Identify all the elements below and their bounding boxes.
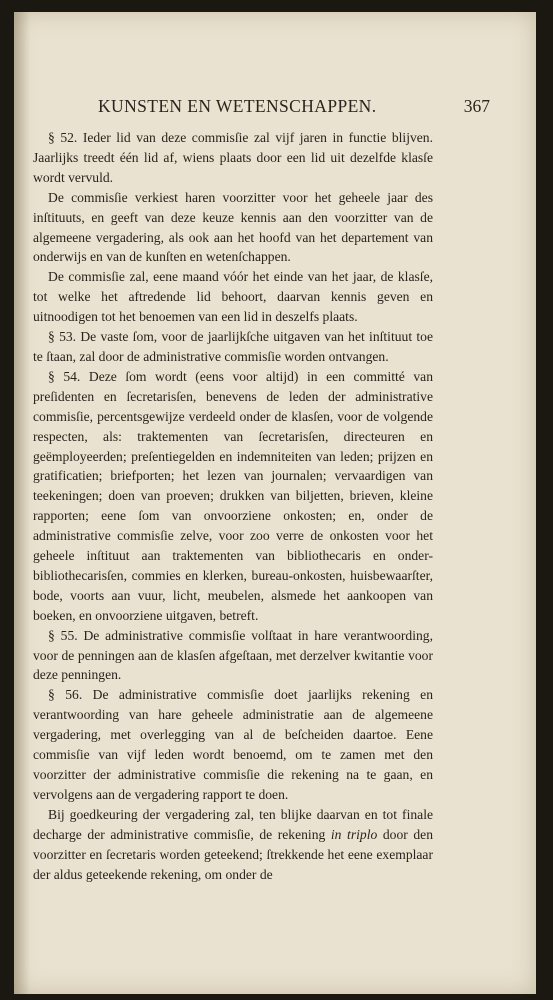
paragraph-approval-text-end: door den voorzitter en ſecretaris worden geteekend; ſtrekkende het eene exemplaar der aldus geteekende rekening, om onder de (33, 826, 434, 882)
paragraph-article-55: § 55. De administrative commisſie volſtaat in hare verantwoording, voor de penningen aan de klasſen afgeſtaan, met derzelver kwitantie voor deze penningen. (33, 627, 433, 683)
page-gutter-shadow (14, 12, 30, 994)
paragraph-approval (33, 805, 433, 885)
page-number: 367 (463, 96, 490, 116)
page-header (98, 96, 490, 117)
book-page (14, 12, 536, 994)
paragraph-article-56: § 56. De administrative commisſie doet jaarlijks rekening en verantwoording van hare geheele administratie aan de algemeene vergadering, met overlegging van al de beſcheiden daartoe. Eene commisſie van vijf leden wordt benoemd, om te zamen met den voorzitter der administrative commisſie die rekening na te gaan, en vervolgens aan de vergadering rapport te doen. (33, 687, 433, 802)
body-text (33, 128, 433, 884)
paragraph-article-52: § 52. Ieder lid van deze commisſie zal vijf jaren in functie blijven. Jaarlijks treedt één lid af, wiens plaats door een lid uit dezelfde klasſe wordt vervuld. (33, 130, 433, 185)
paragraph-approval-italic-term: in triplo (330, 826, 378, 842)
paragraph-article-54: § 54. Deze ſom wordt (eens voor altijd) in een committé van preſidenten en ſecretarisſen, benevens de leden der administrative commisſie, percentsgewijze verdeeld onder de klasſen, voor de volgende respecten, als: traktementen van ſecretarisſen, directeuren en geëmployeerden; preſentiegelden en indemniteiten van leden; prijzen en gratificatien; briefporten; het lezen van journalen; vervaardigen van teekeningen; doen van proeven; drukken van biljetten, brieven, kleine rapporten; eene ſom van onvoorziene onkosten; en, onder de administrative commisſie zelve, voor zoo verre de onkosten voor het geheele inſtituut aan traktementen van bibliothecaris en onder-bibliothecarisſen, commies en klerken, bureau-onkosten, huisbewaarſter, bode, voorts aan vuur, licht, meubelen, alsmede het aankoopen van boeken, en onvoorziene uitgaven, betreft. (33, 368, 433, 623)
paragraph-approval-text-start: Bij goedkeuring der vergadering zal, ten blijke daarvan en tot finale decharge der administrative commisſie, de rekening (33, 806, 433, 842)
paragraph-chair-election: De commisſie verkiest haren voorzitter voor het geheele jaar des inſtituuts, en geeft van deze keuze kennis aan den voorzitter van de algemeene vergadering, als ook aan het hoofd van het departement van onderwijs en van de kunſten en wetenſchappen. (33, 189, 433, 265)
paragraph-member-replacement: De commisſie zal, eene maand vóór het einde van het jaar, de klasſe, tot welke het aftredende lid behoort, daarvan kennis geven en uitnoodigen tot het benoemen van een lid in deszelfs plaats. (33, 269, 433, 325)
running-title: KUNSTEN EN WETENSCHAPPEN. (98, 96, 377, 116)
paragraph-article-53: § 53. De vaste ſom, voor de jaarlijkſche uitgaven van het inſtituut toe te ſtaan, zal door de administrative commisſie worden ontvangen. (33, 329, 433, 364)
